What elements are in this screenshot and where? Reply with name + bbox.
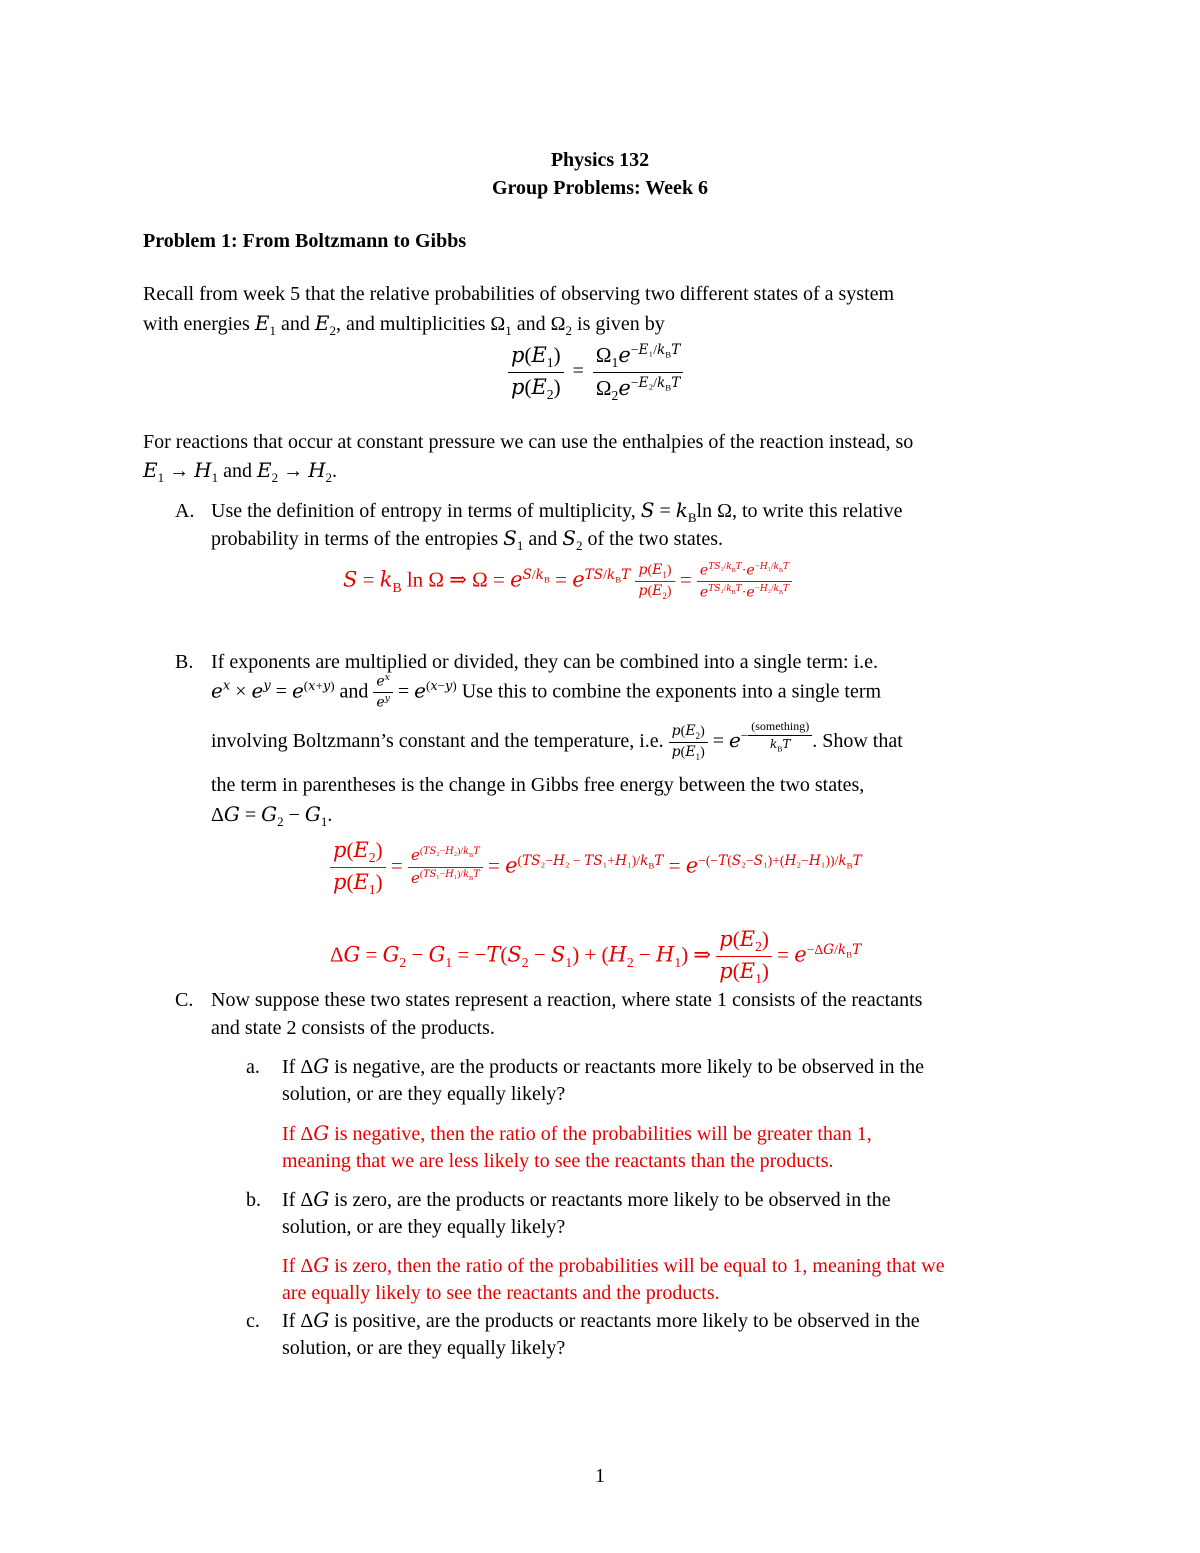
part-c-item-a-question-2: solution, or are they equally likely? [282, 1083, 566, 1105]
part-c-item-c-question-2: solution, or are they equally likely? [282, 1337, 566, 1359]
part-b-line-2: $e^x \times e^y = e^{(x+y)}$ and $\frac{e^x}{e^y}$ = $e^{(x-y)}$ Use this to combine the exponents into a single term [211, 673, 882, 711]
part-c-line-1: C. Now suppose these two states represent a reaction, where state 1 consists of the reactants [175, 989, 923, 1011]
part-c-line-2: and state 2 consists of the products. [211, 1017, 495, 1039]
part-a-line-1: A. Use the definition of entropy in terms of multiplicity, $S = k_B\ln$ Ω, to write this relative [175, 498, 903, 525]
part-c-item-b-answer: If ΔG is zero, then the ratio of the probabilities will be equal to 1, meaning that we [282, 1253, 945, 1277]
part-c-item-a-question: a. If ΔG is negative, are the products or reactants more likely to be observed in the [246, 1054, 924, 1078]
part-b-line-5: $\Delta G = G_2 - G_1$. [211, 802, 333, 829]
something-placeholder: (something) [748, 718, 812, 736]
part-c-item-b-answer-2: are equally likely to see the reactants and the products. [282, 1282, 720, 1304]
part-b-line-1: B. If exponents are multiplied or divided, they can be combined into a single term: i.e. [175, 651, 879, 673]
page-number: 1 [595, 1465, 605, 1487]
part-c-item-a-answer-2: meaning that we are less likely to see the reactants than the products. [282, 1150, 834, 1172]
part-b-answer-equation-2: $\Delta G = G_2 - G_1 = -T(S_2 - S_1) + (H_2 - H_1)$ ⇒ $\frac{p(E_2)}{p(E_1)}$ = $e^{-\Delta G/k_BT}$ [330, 927, 862, 987]
part-b-line-3: involving Boltzmann’s constant and the temperature, i.e. $\frac{p(E_2)}{p(E_1)}$ = $e^{- \frac{\text{(something)}}{k_BT}}$ . Show that [211, 719, 903, 762]
page-subtitle: Group Problems: Week 6 [491, 177, 709, 199]
part-c-item-c-question: c. If ΔG is positive, are the products or reactants more likely to be observed in the [246, 1308, 920, 1332]
intro-line-2: with energies $E_1$ and $E_2$, and multiplicities $\Omega_1$ and $\Omega_2$ is given by [143, 311, 665, 338]
part-c-item-a-answer: If ΔG is negative, then the ratio of the probabilities will be greater than 1, [282, 1121, 872, 1145]
part-b-line-4: the term in parentheses is the change in Gibbs free energy between the two states, [211, 774, 865, 796]
enthalpy-line-2: $E_1 \to H_1$ and $E_2 \to H_2$. [143, 458, 338, 485]
boltzmann-ratio-equation: $\frac{p(E_1)}{p(E_2)}$ = $\frac{\Omega_1e^{-E_1/k_BT}}{\Omega_2e^{-E_2/k_BT}}$ [508, 340, 683, 406]
part-a-answer-equation: $S = k_B$ ln Ω ⇒ $\Omega = e^{S/k_B} = e^{TS/k_BT}$ $\frac{p(E_1)}{p(E_2)}$ = $\frac{e^{TS_1/k_BT}\cdot e^{-H_1/k_BT}}{e^{TS_2/k_BT}\cdot e^{-H_2/k_BT}}$ [343, 560, 792, 604]
enthalpy-line-1: For reactions that occur at constant pressure we can use the enthalpies of the reaction instead, so [143, 431, 914, 453]
part-c-item-b-question: b. If ΔG is zero, are the products or reactants more likely to be observed in the [246, 1187, 891, 1211]
course-title: Physics 132 [550, 149, 650, 171]
part-a-line-2: probability in terms of the entropies $S_1$ and $S_2$ of the two states. [211, 526, 723, 553]
intro-line-1: Recall from week 5 that the relative probabilities of observing two different states of a system [143, 283, 895, 305]
part-c-item-b-question-2: solution, or are they equally likely? [282, 1216, 566, 1238]
part-b-answer-equation-1: $\frac{p(E_2)}{p(E_1)}$ = $\frac{e^{(TS_2-H_2)/k_BT}}{e^{(TS_1-H_1)/k_BT}}$ = $e^{(TS_2-H_2 - TS_1+H_1)/k_BT} = e^{-(-T(S_2-S_1)+(H_2-H_1))/k_BT}$ [330, 836, 862, 900]
problem-heading: Problem 1: From Boltzmann to Gibbs [143, 230, 467, 252]
